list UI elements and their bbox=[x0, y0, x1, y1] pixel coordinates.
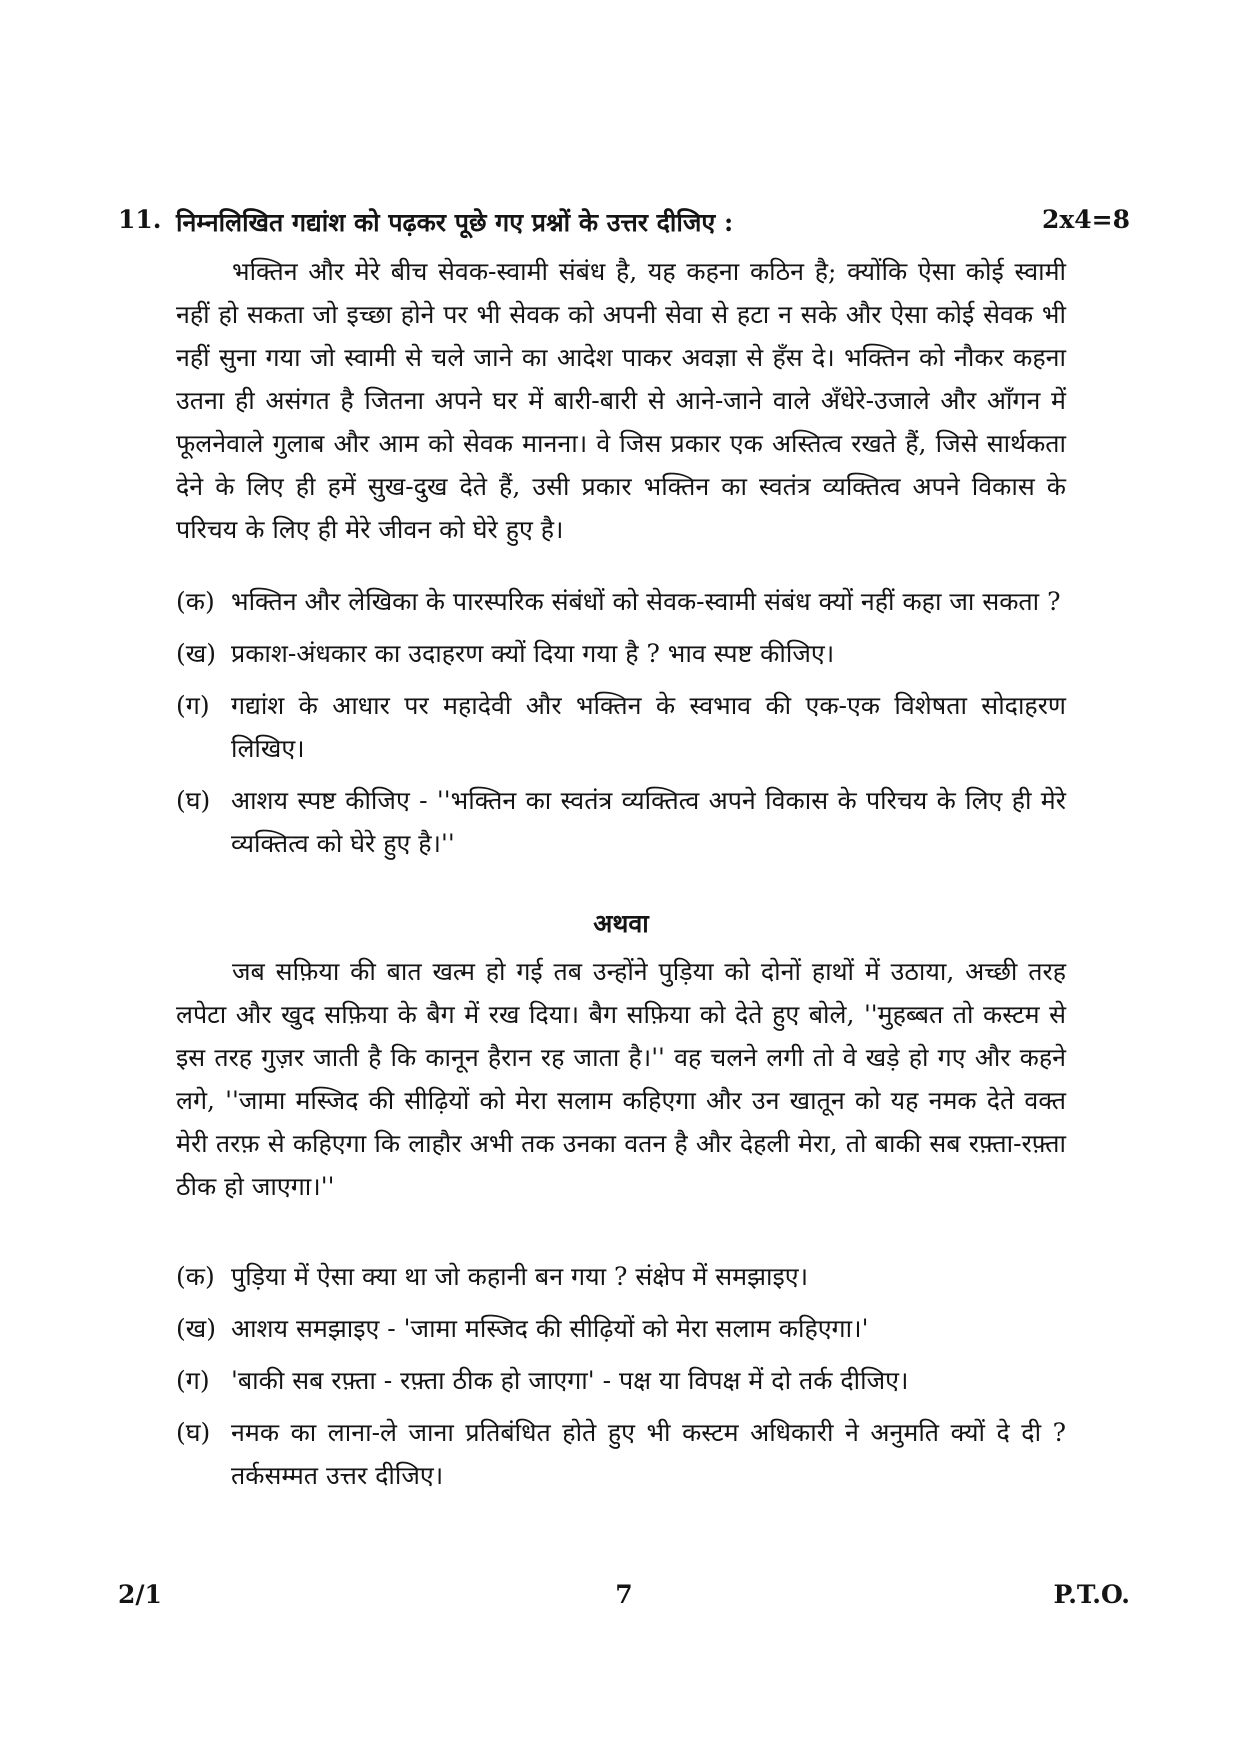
sub-question bbox=[176, 684, 1066, 770]
sub-question-label: (क) bbox=[176, 587, 215, 616]
sub-question-text: आशय समझाइए - 'जामा मस्जिद की सीढ़ियों को मेरा सलाम कहिएगा।' bbox=[231, 1314, 869, 1343]
question-number: 11. bbox=[118, 205, 162, 234]
sub-question bbox=[176, 1359, 1066, 1402]
sub-question bbox=[176, 1307, 1066, 1350]
sub-question-label: (ख) bbox=[176, 1314, 216, 1343]
page-footer bbox=[118, 1580, 1130, 1620]
passage-1: भक्तिन और मेरे बीच सेवक-स्वामी संबंध है, यह कहना कठिन है; क्योंकि ऐसा कोई स्वामी नहीं हो सकता जो इच्छा होने पर भी सेवक को अपनी सेवा से हटा न सके और ऐसा कोई सेवक भी नहीं सुना गया जो स्वामी से चले जाने का आदेश पाकर अवज्ञा से हँस दे। भक्तिन को नौकर कहना उतना ही असंगत है जितना अपने घर में बारी-बारी से आने-जाने वाले अँधेरे-उजाले और आँगन में फूलनेवाले गुलाब और आम को सेवक मानना। वे जिस प्रकार एक अस्तित्व रखते हैं, जिसे सार्थकता देने के लिए ही हमें सुख-दुख देते हैं, उसी प्रकार भक्तिन का स्वतंत्र व्यक्तित्व अपने विकास के परिचय के लिए ही मेरे जीवन को घेरे हुए है। bbox=[176, 257, 1066, 544]
sub-question-label: (ख) bbox=[176, 639, 216, 668]
passage-2: जब सफ़िया की बात खत्म हो गई तब उन्होंने पुड़िया को दोनों हाथों में उठाया, अच्छी तरह लपेटा और खुद सफ़िया के बैग में रख दिया। बैग सफ़िया को देते हुए बोले, ''मुहब्बत तो कस्टम से इस तरह गुज़र जाती है कि कानून हैरान रह जाता है।'' वह चलने लगी तो वे खड़े हो गए और कहने लगे, ''जामा मस्जिद की सीढ़ियों को मेरा सलाम कहिएगा और उन खातून को यह नमक देते वक्त मेरी तरफ़ से कहिएगा कि लाहौर अभी तक उनका वतन है और देहली मेरा, तो बाकी सब रफ़्ता-रफ़्ता ठीक हो जाएगा।'' bbox=[176, 957, 1066, 1201]
sub-question-label: (घ) bbox=[176, 786, 211, 815]
question-marks: 2x4=8 bbox=[1041, 205, 1130, 234]
sub-question-text: पुड़िया में ऐसा क्या था जो कहानी बन गया ? संक्षेप में समझाइए। bbox=[231, 1262, 809, 1291]
sub-question bbox=[176, 1255, 1066, 1298]
paper-code: 2/1 bbox=[118, 1580, 162, 1609]
sub-question-text: प्रकाश-अंधकार का उदाहरण क्यों दिया गया है ? भाव स्पष्ट कीजिए। bbox=[231, 639, 835, 668]
sub-question-text: 'बाकी सब रफ़्ता - रफ़्ता ठीक हो जाएगा' - पक्ष या विपक्ष में दो तर्क दीजिए। bbox=[231, 1366, 909, 1395]
sub-question bbox=[176, 779, 1066, 865]
question-header bbox=[118, 205, 1130, 245]
please-turn-over: P.T.O. bbox=[1053, 1580, 1130, 1609]
sub-question-text: आशय स्पष्ट कीजिए - ''भक्तिन का स्वतंत्र व्यक्तित्व अपने विकास के परिचय के लिए ही मेरे व्यक्तित्व को घेरे हुए है।'' bbox=[231, 786, 1066, 858]
sub-question-label: (ग) bbox=[176, 1366, 210, 1395]
sub-question-text: गद्यांश के आधार पर महादेवी और भक्तिन के स्वभाव की एक-एक विशेषता सोदाहरण लिखिए। bbox=[231, 691, 1066, 763]
sub-question-text: भक्तिन और लेखिका के पारस्परिक संबंधों को सेवक-स्वामी संबंध क्यों नहीं कहा जा सकता ? bbox=[231, 587, 1061, 616]
page-number: 7 bbox=[615, 1580, 633, 1609]
questions-list-1 bbox=[176, 580, 1066, 874]
sub-question-label: (क) bbox=[176, 1262, 215, 1291]
sub-question bbox=[176, 580, 1066, 623]
question-instruction: निम्नलिखित गद्यांश को पढ़कर पूछे गए प्रश्नों के उत्तर दीजिए : bbox=[176, 208, 734, 237]
or-separator: अथवा bbox=[593, 909, 649, 938]
sub-question bbox=[176, 1411, 1066, 1497]
sub-question bbox=[176, 632, 1066, 675]
sub-question-label: (ग) bbox=[176, 691, 210, 720]
sub-question-text: नमक का लाना-ले जाना प्रतिबंधित होते हुए भी कस्टम अधिकारी ने अनुमति क्यों दे दी ? तर्कसम्मत उत्तर दीजिए। bbox=[231, 1418, 1066, 1490]
sub-question-label: (घ) bbox=[176, 1418, 211, 1447]
questions-list-2 bbox=[176, 1255, 1066, 1506]
